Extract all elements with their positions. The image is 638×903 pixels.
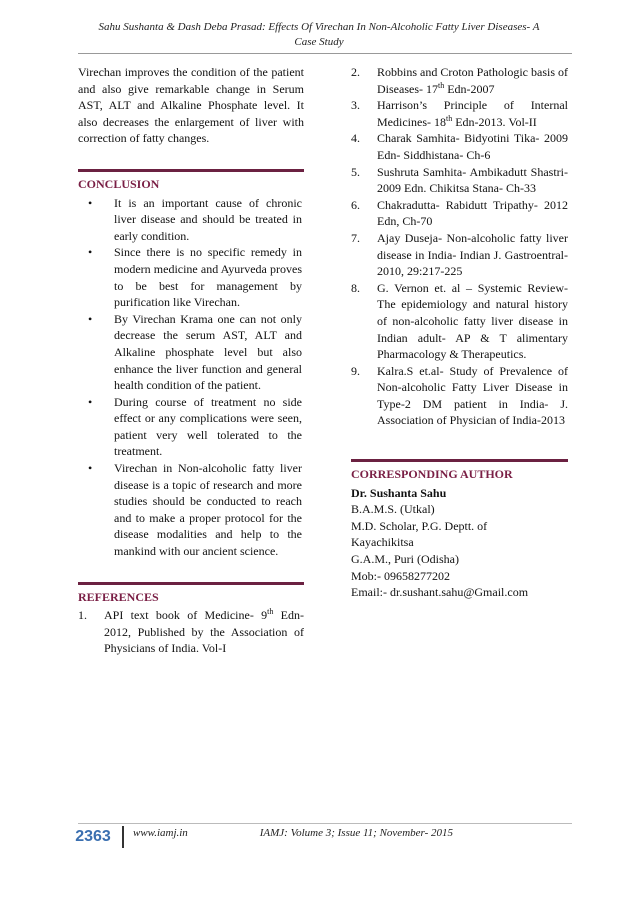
list-item (78, 460, 304, 560)
reference-number: 3. (351, 98, 360, 113)
reference-text-rest: Edn-2012, Published by the Association of Physicians of India. Vol-I (104, 608, 305, 656)
reference-text: Sushruta Samhita- Ambikadutt Shastri- 2009 Edn. Chikitsa Stana- Ch-33 (377, 164, 568, 196)
reference-number: 6. (351, 197, 360, 212)
header-divider (78, 53, 572, 54)
reference-number: 8. (351, 280, 360, 295)
reference-text-rest: Edn-2013. Vol-II (452, 114, 537, 129)
author-line: G.A.M., Puri (Odisha) (351, 552, 459, 567)
reference-item (351, 280, 568, 363)
reference-number: 9. (351, 363, 360, 378)
footer-divider (78, 823, 572, 824)
references-list-right (351, 64, 568, 429)
reference-text: Chakradutta- Rabidutt Tripathy- 2012 Edn, Ch-70 (377, 197, 568, 229)
reference-number: 2. (351, 65, 360, 79)
running-header (70, 20, 568, 50)
author-email: Email:- dr.sushant.sahu@Gmail.com (351, 585, 529, 600)
author-heading: CORRESPONDING AUTHOR (351, 467, 513, 482)
reference-item (78, 607, 304, 657)
reference-number: 1. (78, 608, 87, 623)
author-line: B.A.M.S. (Utkal) (351, 502, 435, 517)
reference-sup: th (445, 113, 453, 123)
reference-item (351, 197, 568, 230)
references-heading: REFERENCES (78, 589, 159, 604)
reference-text: Robbins and Croton Pathologic basis of Diseases- 17 (377, 65, 568, 96)
author-line: Mob:- 09658277202 (351, 568, 450, 583)
footer (133, 827, 533, 839)
reference-text: Ajay Duseja- Non-alcoholic fatty liver disease in India- Indian J. Gastroentral-2010, 29:217-225 (377, 230, 568, 279)
references-list-left (78, 607, 304, 657)
bullet-icon: • (88, 311, 93, 326)
list-item (78, 311, 304, 394)
reference-text-rest: Edn-2007 (444, 81, 495, 96)
bullet-icon: • (88, 394, 93, 409)
list-item-text: Virechan in Non-alcoholic fatty liver disease is a topic of research and more studies should be conducted to reach and to make a proper protocol for the disease modalities and help to the mankind with our ancient science. (114, 461, 302, 559)
reference-text: Harrison’s Principle of Internal Medicines- 18 (377, 98, 568, 129)
list-item-text: During course of treatment no side effect or any complications were seen, patient very well tolerated to the treatment. (114, 394, 302, 459)
list-item-text: It is an important cause of chronic liver disease and should be treated in early condition. (114, 195, 302, 243)
intro-paragraph: Virechan improves the condition of the patient and also give remarkable change in Serum AST, ALT and Alkaline Phosphate level. It also decreases the enlargement of liver with correction of fatty changes. (78, 65, 304, 146)
reference-sup: th (437, 80, 445, 90)
reference-item (351, 230, 568, 280)
header-line-2: Case Study (294, 36, 344, 48)
list-item-text: Since there is no specific remedy in modern medicine and Ayurveda proves to be best for management by purification like Virechan. (114, 245, 302, 310)
page-number-divider (122, 826, 124, 848)
page-number: 2363 (75, 828, 111, 845)
right-column (351, 64, 568, 601)
author-name: Dr. Sushanta Sahu (351, 485, 447, 500)
conclusion-list (78, 195, 304, 560)
author-line: M.D. Scholar, P.G. Deptt. of (351, 518, 488, 533)
left-column (78, 64, 304, 657)
reference-number: 5. (351, 164, 360, 179)
reference-text: Charak Samhita- Bidyotini Tika- 2009 Edn- Siddhistana- Ch-6 (377, 131, 568, 162)
reference-item (351, 97, 568, 130)
reference-sup: th (267, 607, 274, 617)
author-line: Kayachikitsa (351, 535, 414, 550)
bullet-icon: • (88, 461, 93, 476)
reference-number: 7. (351, 230, 360, 245)
list-item-text: By Virechan Krama one can not only decrease the serum AST, ALT and Alkaline phosphate level but also enhance the liver function and general health condition of the patient. (114, 311, 302, 393)
author-divider (351, 459, 568, 462)
conclusion-heading: CONCLUSION (78, 176, 160, 191)
reference-text: Kalra.S et.al- Study of Prevalence of Non-alcoholic Fatty Liver Disease in Type-2 DM patient in India- J. Association of Physician of India-2013 (377, 363, 568, 428)
list-item (78, 244, 304, 310)
list-item (78, 394, 304, 460)
conclusion-divider (78, 169, 304, 172)
header-line-1: Sahu Sushanta & Dash Deba Prasad: Effects Of Virechan In Non-Alcoholic Fatty Liver Diseases- A (98, 21, 540, 33)
reference-item (351, 363, 568, 429)
reference-text: API text book of Medicine- 9 (104, 608, 268, 623)
author-block (351, 485, 568, 601)
reference-text: G. Vernon et. al – Systemic Review- The epidemiology and natural history of non-alcoholic fatty liver disease in Indian adult- AP & T alimentary Pharmacology & Therapeutics. (377, 280, 568, 362)
reference-item (351, 164, 568, 197)
list-item (78, 195, 304, 245)
reference-item (351, 64, 568, 97)
footer-url: www.iamj.in (133, 827, 188, 839)
footer-journal: IAMJ: Volume 3; Issue 11; November- 2015 (259, 827, 453, 839)
bullet-icon: • (88, 245, 93, 260)
reference-item (351, 130, 568, 163)
reference-number: 4. (351, 131, 360, 146)
bullet-icon: • (88, 195, 93, 210)
references-divider (78, 582, 304, 585)
